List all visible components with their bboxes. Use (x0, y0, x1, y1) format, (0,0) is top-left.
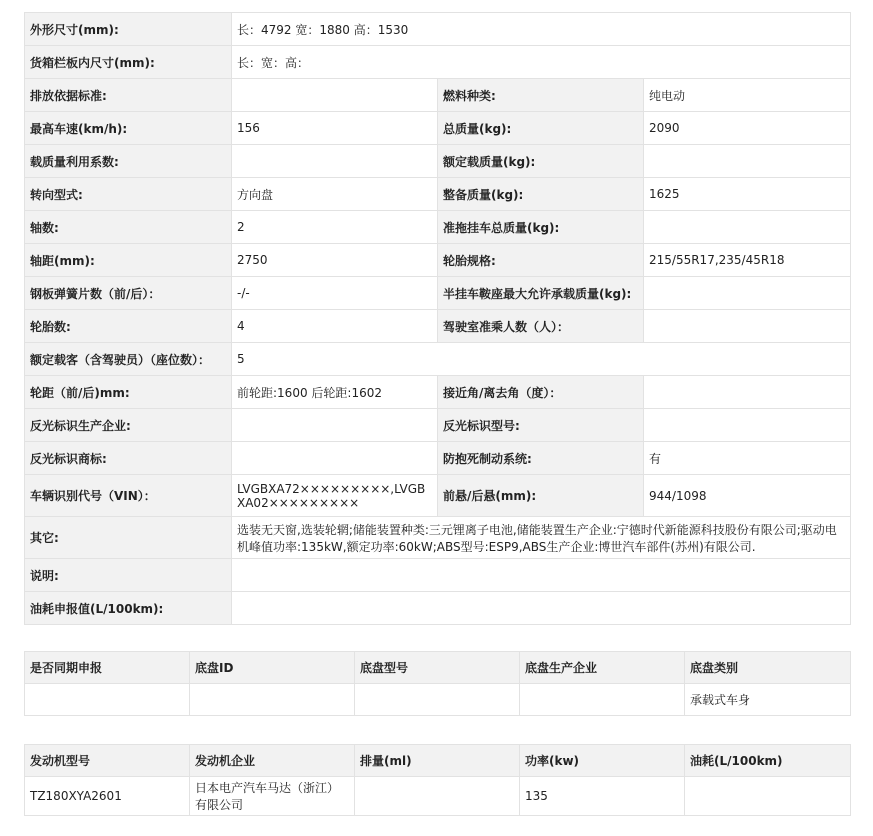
engine-table (24, 744, 851, 816)
column-header: 发动机企业 (190, 745, 355, 777)
spec-label: 最高车速(km/h): (25, 112, 232, 145)
spec-row (25, 442, 851, 475)
spec-label: 准拖挂车总质量(kg): (438, 211, 644, 244)
spec-row (25, 46, 851, 79)
vin-label: 车辆识别代号（VIN）： (25, 475, 232, 517)
spec-label: 反光标识商标: (25, 442, 232, 475)
spec-value: 2750 (232, 244, 438, 277)
spec-label: 反光标识生产企业: (25, 409, 232, 442)
spec-label: 轮胎数: (25, 310, 232, 343)
spec-value (232, 145, 438, 178)
note-value (232, 559, 851, 592)
dimensions-value: 长：4792 宽：1880 高：1530 (232, 13, 851, 46)
table-cell (355, 684, 520, 716)
spec-row (25, 343, 851, 376)
spec-row (25, 517, 851, 559)
spec-label: 轮胎规格: (438, 244, 644, 277)
spec-label: 半挂车鞍座最大允许承载质量(kg): (438, 277, 644, 310)
spec-row (25, 592, 851, 625)
spec-value: 944/1098 (644, 475, 851, 517)
cargo-box-value: 长：宽：高： (232, 46, 851, 79)
table-cell (685, 777, 851, 816)
spec-value: 156 (232, 112, 438, 145)
spec-row (25, 79, 851, 112)
table-cell: 135 (520, 777, 685, 816)
other-label: 其它: (25, 517, 232, 559)
spec-row (25, 277, 851, 310)
spec-value: 4 (232, 310, 438, 343)
fuel-label: 油耗申报值(L/100km): (25, 592, 232, 625)
column-header: 底盘型号 (355, 652, 520, 684)
vehicle-spec-table (24, 12, 851, 625)
table-cell: 日本电产汽车马达（浙江）有限公司 (190, 777, 355, 816)
spec-label: 整备质量(kg): (438, 178, 644, 211)
spec-row (25, 244, 851, 277)
spec-value (232, 79, 438, 112)
spec-label: 总质量(kg): (438, 112, 644, 145)
spec-row (25, 145, 851, 178)
spec-row (25, 178, 851, 211)
spec-value (644, 409, 851, 442)
column-header: 底盘类别 (685, 652, 851, 684)
vin-value: LVGBXA72×××××××××,LVGBXA02××××××××× (232, 475, 438, 517)
spec-value (644, 145, 851, 178)
spec-value (644, 211, 851, 244)
spec-value (644, 376, 851, 409)
column-header: 功率(kw) (520, 745, 685, 777)
spec-label: 防抱死制动系统: (438, 442, 644, 475)
table-row (25, 777, 851, 816)
spec-value (232, 442, 438, 475)
spec-label: 转向型式: (25, 178, 232, 211)
spec-label: 燃料种类: (438, 79, 644, 112)
spec-row (25, 211, 851, 244)
spec-row (25, 559, 851, 592)
spec-label: 排放依据标准: (25, 79, 232, 112)
other-value: 选装无天窗,选装轮辋;储能装置种类:三元锂离子电池,储能装置生产企业:宁德时代新能源科技股份有限公司;驱动电机峰值功率:135kW,额定功率:60kW;ABS型号:ESP9,ABS生产企业:博世汽车部件(苏州)有限公司. (232, 517, 851, 559)
spec-row (25, 475, 851, 517)
column-header: 油耗(L/100km) (685, 745, 851, 777)
spec-label: 轴数: (25, 211, 232, 244)
spec-label: 驾驶室准乘人数（人）： (438, 310, 644, 343)
spec-label: 额定载质量(kg): (438, 145, 644, 178)
spec-value: 2 (232, 211, 438, 244)
column-header: 是否同期申报 (25, 652, 190, 684)
note-label: 说明: (25, 559, 232, 592)
spec-value: 方向盘 (232, 178, 438, 211)
column-header: 排量(ml) (355, 745, 520, 777)
table-cell (190, 684, 355, 716)
spec-row (25, 112, 851, 145)
seats-value: 5 (232, 343, 851, 376)
column-header: 发动机型号 (25, 745, 190, 777)
spec-value: 前轮距:1600 后轮距:1602 (232, 376, 438, 409)
spec-label: 载质量利用系数: (25, 145, 232, 178)
spec-value: 1625 (644, 178, 851, 211)
table-cell (520, 684, 685, 716)
spec-value (644, 277, 851, 310)
spec-value (232, 409, 438, 442)
table-header-row (25, 745, 851, 777)
table-cell: TZ180XYA2601 (25, 777, 190, 816)
table-cell (355, 777, 520, 816)
spec-label: 轮距（前/后)mm: (25, 376, 232, 409)
spec-value: 215/55R17,235/45R18 (644, 244, 851, 277)
dimensions-label: 外形尺寸(mm): (25, 13, 232, 46)
spec-value (644, 310, 851, 343)
spec-value: -/- (232, 277, 438, 310)
spec-value: 有 (644, 442, 851, 475)
seats-label: 额定载客（含驾驶员）（座位数）： (25, 343, 232, 376)
spec-label: 轴距(mm): (25, 244, 232, 277)
column-header: 底盘生产企业 (520, 652, 685, 684)
fuel-value (232, 592, 851, 625)
table-header-row (25, 652, 851, 684)
table-row (25, 684, 851, 716)
spec-row (25, 376, 851, 409)
table-cell (25, 684, 190, 716)
spec-label: 钢板弹簧片数（前/后）： (25, 277, 232, 310)
column-header: 底盘ID (190, 652, 355, 684)
spec-label: 前悬/后悬(mm): (438, 475, 644, 517)
spec-value: 纯电动 (644, 79, 851, 112)
spec-row (25, 409, 851, 442)
table-cell: 承载式车身 (685, 684, 851, 716)
spec-value: 2090 (644, 112, 851, 145)
spec-row (25, 13, 851, 46)
chassis-table (24, 651, 851, 716)
cargo-box-label: 货箱栏板内尺寸(mm): (25, 46, 232, 79)
spec-label: 接近角/离去角（度）： (438, 376, 644, 409)
spec-label: 反光标识型号: (438, 409, 644, 442)
spec-row (25, 310, 851, 343)
